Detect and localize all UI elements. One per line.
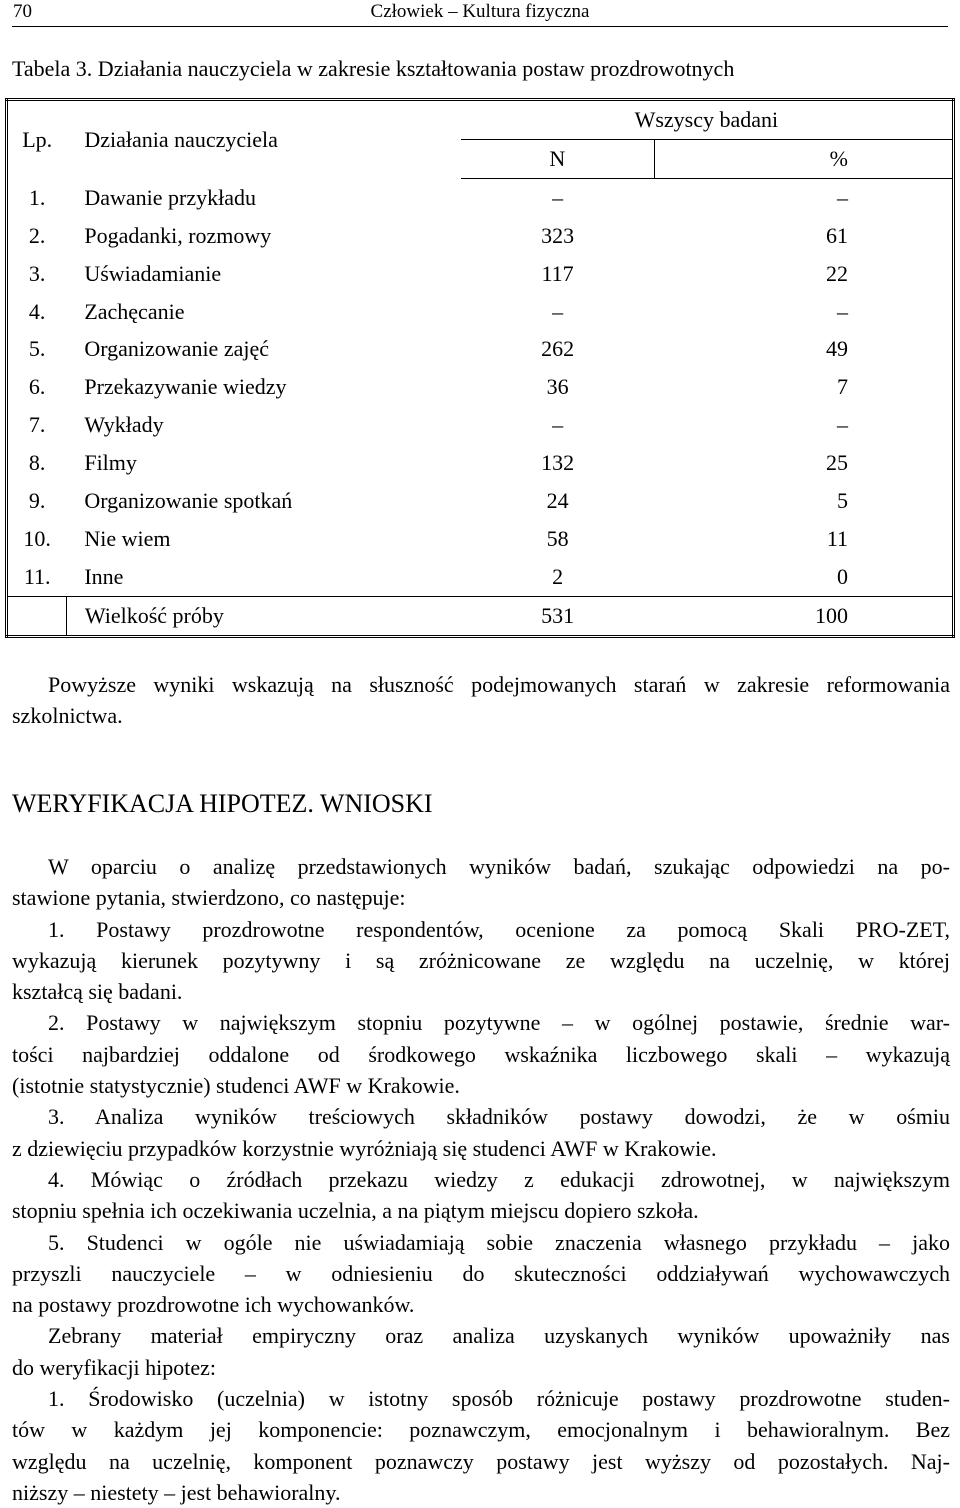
- row-lp: 6.: [28, 374, 46, 400]
- paragraph: [12, 1101, 950, 1164]
- text-line: (istotnie statystycznie) studenci AWF w Krakowie.: [12, 1073, 460, 1099]
- table-row: [7, 406, 954, 444]
- section-heading: WERYFIKACJA HIPOTEZ. WNIOSKI: [12, 789, 433, 818]
- row-n: 36: [546, 374, 569, 400]
- paragraph: [12, 851, 950, 914]
- text-line: niższy – niestety – jest behawioralny.: [12, 1479, 341, 1505]
- paragraph: [12, 1007, 950, 1101]
- paragraph: [12, 1227, 950, 1321]
- header-n: N: [461, 140, 655, 179]
- row-percent: 61: [826, 222, 848, 248]
- table-row: [7, 330, 954, 368]
- row-lp: 7.: [28, 412, 46, 438]
- text-line: wykazują kierunek pozytywny i są zróżnicowane ze względu na uczelnię, w której: [12, 947, 950, 973]
- header-lp: Lp.: [22, 126, 53, 152]
- row-percent: –: [837, 412, 848, 438]
- row-percent: 7: [837, 374, 848, 400]
- row-lp: 8.: [28, 450, 46, 476]
- row-action: Zachęcanie: [84, 298, 185, 324]
- text-line: na postawy prozdrowotne ich wychowanków.: [12, 1292, 415, 1318]
- after-table-paragraph: [12, 669, 950, 732]
- row-percent: 25: [826, 450, 848, 476]
- page-number: 70: [13, 1, 32, 22]
- text-line: 5. Studenci w ogóle nie uświadamiają sobie znaczenia własnego przykładu – jako: [48, 1229, 950, 1255]
- row-action: Pogadanki, rozmowy: [84, 222, 272, 248]
- text-line: szkolnictwa.: [12, 703, 123, 729]
- paragraph: [12, 1383, 950, 1508]
- teacher-actions-table: [5, 98, 955, 638]
- text-line: tów w każdym jej komponencie: poznawczym, emocjonalnym i behawioralnym. Bez: [12, 1417, 950, 1443]
- paragraph: [12, 914, 950, 1008]
- row-n: –: [552, 184, 564, 210]
- row-action: Nie wiem: [84, 525, 171, 551]
- text-line: stawione pytania, stwierdzono, co następuje:: [12, 885, 406, 911]
- table-row: [7, 293, 954, 331]
- text-line: kształcą się badani.: [12, 979, 183, 1005]
- row-lp: 9.: [28, 487, 46, 513]
- row-lp: 5.: [28, 336, 46, 362]
- row-percent: –: [837, 184, 848, 210]
- header-actions: Działania nauczyciela: [84, 126, 278, 152]
- text-line: tości najbardziej oddalone od środkowego wskaźnika liczbowego skali – wykazują: [12, 1041, 950, 1067]
- total-n: 531: [461, 596, 655, 636]
- total-lp-cell: [7, 596, 67, 636]
- row-lp: 4.: [28, 298, 46, 324]
- text-line: przyszli nauczyciele – w odniesieniu do skuteczności oddziaływań wychowawczych: [12, 1260, 950, 1286]
- table-row: [7, 444, 954, 482]
- text-line: 2. Postawy w największym stopniu pozytywne – w ogólnej postawie, średnie war-: [48, 1010, 950, 1036]
- row-n: 323: [541, 222, 575, 248]
- row-action: Uświadamianie: [84, 260, 222, 286]
- page-header: [12, 0, 948, 27]
- table-caption: Tabela 3. Działania nauczyciela w zakresie kształtowania postaw prozdrowotnych: [12, 56, 735, 81]
- header-percent: %: [654, 140, 953, 179]
- table-header-row: [7, 100, 954, 140]
- total-label: Wielkość próby: [66, 596, 460, 636]
- text-line: 1. Postawy prozdrowotne respondentów, ocenione za pomocą Skali PRO-ZET,: [48, 916, 950, 942]
- row-n: 132: [541, 450, 575, 476]
- table-row: [7, 217, 954, 255]
- row-percent: 49: [826, 336, 848, 362]
- table-total-row: [7, 596, 954, 636]
- row-action: Inne: [84, 563, 124, 589]
- row-n: 117: [541, 260, 574, 286]
- row-lp: 11.: [23, 563, 51, 589]
- text-line: 3. Analiza wyników treściowych składników postawy dowodzi, że w ośmiu: [48, 1104, 950, 1130]
- row-n: 2: [552, 563, 564, 589]
- table-row: [7, 178, 954, 216]
- row-percent: 11: [826, 525, 848, 551]
- row-action: Organizowanie zajęć: [84, 336, 269, 362]
- paragraph: [12, 1164, 950, 1227]
- row-n: 58: [546, 525, 569, 551]
- row-lp: 10.: [23, 525, 51, 551]
- text-line: do weryfikacji hipotez:: [12, 1354, 217, 1380]
- row-percent: –: [837, 298, 848, 324]
- row-n: 262: [541, 336, 575, 362]
- paragraph: [12, 1320, 950, 1383]
- row-lp: 3.: [28, 260, 46, 286]
- table-row: [7, 368, 954, 406]
- row-lp: 2.: [28, 222, 46, 248]
- table-row: [7, 558, 954, 596]
- row-percent: 5: [837, 487, 848, 513]
- row-action: Organizowanie spotkań: [84, 487, 293, 513]
- row-action: Dawanie przykładu: [84, 184, 256, 210]
- table-row: [7, 255, 954, 293]
- row-action: Filmy: [84, 450, 137, 476]
- text-line: 4. Mówiąc o źródłach przekazu wiedzy z edukacji zdrowotnej, w największym: [48, 1166, 950, 1192]
- text-line: 1. Środowisko (uczelnia) w istotny sposób różnicuje postawy prozdrowotne studen-: [48, 1386, 950, 1412]
- text-line: stopniu spełnia ich oczekiwania uczelnia, a na piątym miejscu dopiero szkoła.: [12, 1198, 699, 1224]
- header-all-respondents: Wszyscy badani: [461, 100, 954, 140]
- row-percent: 0: [837, 563, 848, 589]
- running-title: Człowiek – Kultura fizyczna: [370, 1, 590, 22]
- total-percent: 100: [654, 596, 953, 636]
- text-line: z dziewięciu przypadków korzystnie wyróżniają się studenci AWF w Krakowie.: [12, 1135, 717, 1161]
- text-line: Zebrany materiał empiryczny oraz analiza uzyskanych wyników upoważniły nas: [48, 1323, 950, 1349]
- row-action: Przekazywanie wiedzy: [84, 374, 287, 400]
- row-lp: 1.: [28, 184, 46, 210]
- row-action: Wykłady: [84, 412, 164, 438]
- conclusions-text: [12, 851, 950, 1508]
- table-row: [7, 482, 954, 520]
- row-n: 24: [546, 487, 569, 513]
- text-line: Powyższe wyniki wskazują na słuszność podejmowanych starań w zakresie reformowania: [48, 672, 950, 697]
- row-n: –: [552, 412, 564, 438]
- table-row: [7, 520, 954, 558]
- text-line: W oparciu o analizę przedstawionych wyników badań, szukając odpowiedzi na po-: [48, 854, 950, 879]
- row-n: –: [552, 298, 564, 324]
- text-line: względu na uczelnię, komponent poznawczy postawy jest wyższy od pozostałych. Naj-: [12, 1448, 950, 1474]
- table-body: [7, 178, 954, 596]
- row-percent: 22: [826, 260, 848, 286]
